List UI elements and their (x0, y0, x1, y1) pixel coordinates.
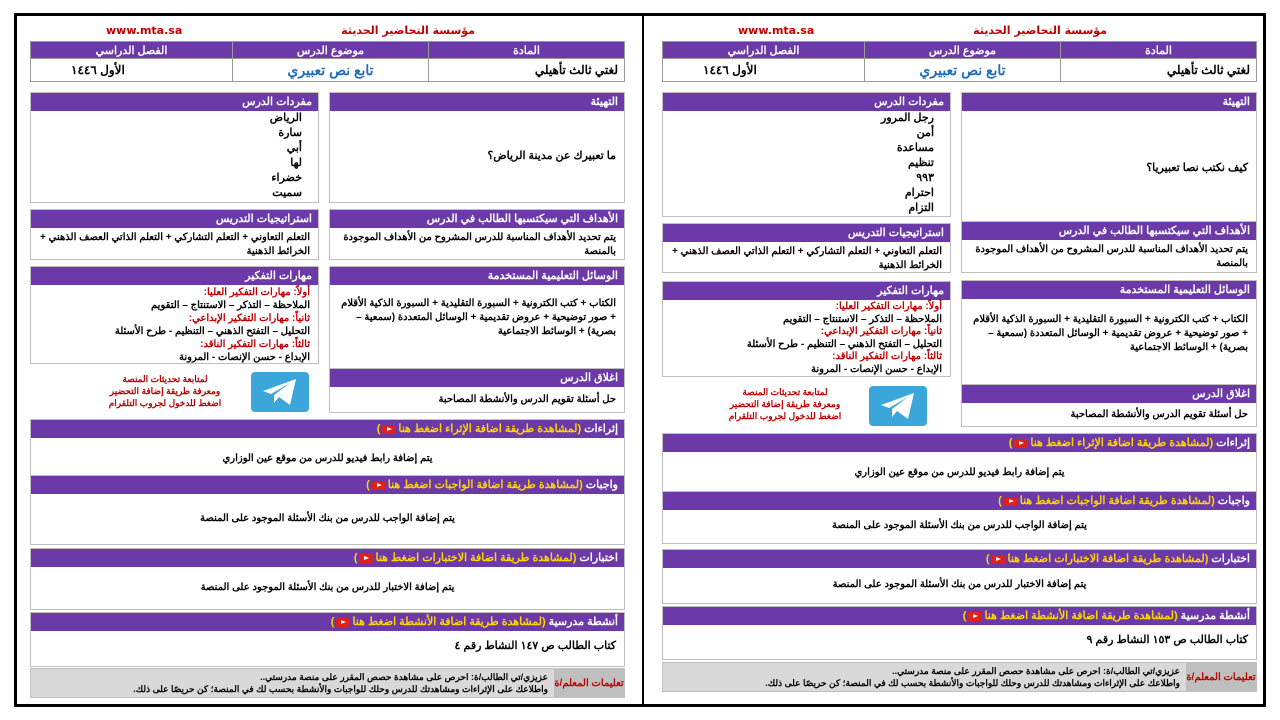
tests-section (30, 548, 625, 610)
objectives-section (961, 221, 1257, 273)
enrichment-header[interactable] (663, 434, 1256, 452)
telegram-note-line: لمتابعة تحديثات المنصة (742, 387, 828, 397)
youtube-icon[interactable] (359, 554, 373, 563)
semester-value: الأول ١٤٤٦ (31, 59, 233, 82)
closing-section (329, 368, 625, 413)
youtube-icon[interactable] (1004, 497, 1018, 506)
homework-title: واجبات (1217, 495, 1250, 507)
vocab-header: مفردات الدرس (663, 93, 950, 111)
youtube-icon[interactable] (382, 425, 396, 434)
teacher-instructions-line: عزيزي/تي الطالب/ة: احرص على مشاهدة حصص المقرر على منصة مدرستي.. (892, 666, 1180, 676)
subject-label: المادة (1060, 42, 1256, 59)
objectives-section (329, 209, 625, 260)
closing-header: اغلاق الدرس (330, 369, 624, 387)
thinking-text-1: الملاحظة – التذكر – الاستنتاج – التقويم (783, 313, 942, 325)
page-divider (642, 16, 644, 704)
semester-value: الأول ١٤٤٦ (663, 59, 865, 82)
teacher-instructions-text (35, 671, 548, 695)
vocab-section (30, 92, 319, 203)
tests-link[interactable]: (لمشاهدة طريقة اضافة الاختبارات اضغط هنا (1007, 553, 1209, 565)
warmup-text: كيف نكتب نصا تعبيريا؟ (1146, 162, 1248, 174)
activities-text: كتاب الطالب ص ١٤٧ النشاط رقم ٤ (454, 640, 616, 652)
teacher-instructions-line: عزيزي/تي الطالب/ة: احرص على مشاهدة حصص المقرر على منصة مدرستي.. (260, 672, 548, 682)
vocab-item: سارة (278, 127, 302, 139)
enrichment-section (662, 433, 1257, 496)
vocab-item: التزام (908, 202, 934, 214)
telegram-note-line: اضغط للدخول لجروب التلقرام (728, 411, 842, 421)
activities-title: أنشطة مدرسية (548, 616, 618, 628)
thinking-text-2: التحليل – التفتح الذهني – التنظيم - طرح الأسئلة (746, 338, 942, 350)
thinking-title-3: ثالثاً: مهارات التفكير الناقد: (200, 339, 310, 350)
teacher-instructions-line: واطلاعك على الإثراءات ومشاهدتك للدرس وحلك للواجبات والأنشطة بحسب لك في المنصة؛ كن حريصًا على ذلك. (765, 678, 1180, 688)
objectives-text: يتم تحديد الأهداف المناسبة للدرس المشروح من الأهداف الموجودة بالمنصة (975, 244, 1248, 269)
aids-section (961, 280, 1257, 387)
telegram-note-line: ومعرفة طريقة إضافة التحضير (729, 399, 841, 409)
subject-label: المادة (428, 42, 624, 59)
activities-section (30, 612, 625, 667)
topic-label: موضوع الدرس (232, 42, 428, 59)
paren: ) (376, 423, 381, 435)
vocab-item: ٩٩٣ (916, 172, 934, 184)
telegram-icon[interactable] (869, 386, 927, 426)
warmup-header: التهيئة (962, 93, 1256, 111)
aids-header: الوسائل التعليمية المستخدمة (962, 281, 1256, 299)
vocab-item: الرياض (269, 112, 302, 124)
homework-header[interactable] (31, 476, 624, 494)
objectives-header: الأهداف التي سيكتسبها الطالب في الدرس (330, 210, 624, 228)
closing-text: حل أسئلة تقويم الدرس والأنشطة المصاحبة (1070, 409, 1248, 420)
telegram-note-line: لمتابعة تحديثات المنصة (122, 374, 208, 384)
activities-text: كتاب الطالب ص ١٥٣ النشاط رقم ٩ (1086, 634, 1248, 646)
semester-label: الفصل الدراسي (31, 42, 233, 59)
tests-title: اختبارات (1211, 553, 1250, 565)
vocab-section (662, 92, 951, 217)
youtube-icon[interactable] (372, 481, 386, 490)
vocab-item: أمن (916, 127, 934, 139)
tests-title: اختبارات (579, 552, 618, 564)
homework-text: يتم إضافة الواجب للدرس من بنك الأسئلة الموجود على المنصة (832, 520, 1087, 531)
warmup-text: ما تعبيرك عن مدينة الرياض؟ (487, 150, 616, 162)
thinking-header: مهارات التفكير (663, 282, 950, 300)
activities-header[interactable] (31, 613, 624, 631)
teacher-instructions (30, 668, 625, 698)
teacher-instructions (662, 662, 1257, 692)
closing-text: حل أسئلة تقويم الدرس والأنشطة المصاحبة (438, 394, 616, 405)
homework-section (662, 491, 1257, 544)
vocab-list (31, 111, 318, 201)
homework-section (30, 475, 625, 545)
thinking-title-2: ثانياً: مهارات التفكير الإبداعي: (820, 326, 942, 337)
vocab-item: خضراء (271, 172, 302, 184)
paren: ) (962, 610, 967, 622)
teacher-instructions-label: تعليمات المعلم/ة (554, 669, 624, 697)
paren: ) (998, 495, 1002, 507)
activities-title: أنشطة مدرسية (1180, 610, 1250, 622)
tests-link[interactable]: (لمشاهدة طريقة اضافة الاختبارات اضغط هنا (375, 552, 577, 564)
enrichment-link[interactable]: (لمشاهدة طريقة اضافة الإثراء اضغط هنا (1030, 437, 1214, 449)
lesson-page-left (30, 16, 625, 704)
vocab-item: سميت (272, 187, 302, 199)
topic-value: تابع نص تعبيري (232, 59, 428, 82)
homework-title: واجبات (585, 479, 618, 491)
document-frame (14, 13, 1266, 707)
warmup-header: التهيئة (330, 93, 624, 111)
thinking-header: مهارات التفكير (31, 267, 318, 285)
homework-link[interactable]: (لمشاهدة طريقة اضافة الواجبات اضغط هنا (387, 479, 583, 491)
site-link[interactable]: www.mta.sa (738, 24, 815, 37)
enrichment-link[interactable]: (لمشاهدة طريقة اضافة الإثراء اضغط هنا (398, 423, 582, 435)
paren: ) (366, 479, 370, 491)
site-link[interactable]: www.mta.sa (106, 24, 183, 37)
telegram-note-line: اضغط للدخول لجروب التلقرام (108, 398, 222, 408)
thinking-list (31, 285, 318, 367)
telegram-note[interactable] (710, 386, 860, 422)
enrichment-text: يتم إضافة رابط فيديو للدرس من موقع عين الوزاري (854, 467, 1065, 478)
semester-label: الفصل الدراسي (663, 42, 865, 59)
thinking-text-1: الملاحظة – التذكر – الاستنتاج – التقويم (151, 300, 310, 311)
strategies-section (662, 223, 951, 273)
tests-header[interactable] (663, 550, 1256, 568)
youtube-icon[interactable] (1014, 439, 1028, 448)
thinking-title-1: أولاً: مهارات التفكير العليا: (203, 287, 310, 298)
youtube-icon[interactable] (991, 555, 1005, 564)
aids-header: الوسائل التعليمية المستخدمة (330, 267, 624, 285)
objectives-header: الأهداف التي سيكتسبها الطالب في الدرس (962, 222, 1256, 240)
lesson-page-right (662, 16, 1257, 704)
homework-text: يتم إضافة الواجب للدرس من بنك الأسئلة الموجود على المنصة (200, 512, 455, 524)
thinking-text-2: التحليل – التفتح الذهني – التنظيم - طرح الأسئلة (114, 326, 310, 337)
strategies-header: استراتيجيات التدريس (31, 210, 318, 228)
homework-link[interactable]: (لمشاهدة طريقة اضافة الواجبات اضغط هنا (1019, 495, 1215, 507)
subject-value: لغتي ثالث تأهيلي (428, 59, 624, 82)
youtube-icon[interactable] (968, 612, 982, 621)
warmup-section (961, 92, 1257, 227)
lesson-info-table (662, 41, 1257, 82)
vocab-item: رجل المرور (881, 112, 934, 124)
activities-link[interactable]: (لمشاهدة طريقة اضافة الأنشطة اضغط هنا (984, 610, 1178, 622)
vocab-item: تنظيم (907, 157, 934, 169)
paren: ) (353, 552, 358, 564)
tests-header[interactable] (31, 549, 624, 567)
teacher-instructions-text (667, 665, 1180, 689)
vocab-item: أبي (286, 142, 302, 154)
teacher-instructions-line: واطلاعك على الإثراءات ومشاهدتك للدرس وحلك للواجبات والأنشطة بحسب لك في المنصة؛ كن حريصًا على ذلك. (133, 684, 548, 694)
topic-label: موضوع الدرس (864, 42, 1060, 59)
enrichment-header[interactable] (31, 420, 624, 438)
telegram-note[interactable] (90, 373, 240, 409)
objectives-text: يتم تحديد الأهداف المناسبة للدرس المشروح من الأهداف الموجودة بالمنصة (343, 232, 616, 257)
aids-text: الكتاب + كتب الكترونية + السبورة التقليدية + السبورة الذكية الأقلام + صور توضيحية + عروض تقديمية + الوسائل المتعددة (سمعية – بصرية) + الوسائط الاجتماعية (341, 298, 616, 337)
closing-section (961, 384, 1257, 427)
thinking-list (663, 300, 950, 379)
strategies-section (30, 209, 319, 260)
tests-text: يتم إضافة الاختبار للدرس من بنك الأسئلة الموجود على المنصة (200, 581, 455, 593)
aids-text: الكتاب + كتب الكترونية + السبورة التقليدية + السبورة الذكية الأقلام + صور توضيحية + عروض تقديمية + الوسائل المتعددة (سمعية – بصرية) + الوسائط الاجتماعية (973, 314, 1248, 353)
telegram-note-line: ومعرفة طريقة إضافة التحضير (109, 386, 221, 396)
aids-section (329, 266, 625, 374)
brand-name: مؤسسة التحاضير الحديثة (973, 24, 1107, 37)
teacher-instructions-label: تعليمات المعلم/ة (1186, 663, 1256, 691)
strategies-header: استراتيجيات التدريس (663, 224, 950, 242)
vocab-list (663, 111, 950, 216)
strategies-text: التعلم التعاوني + التعلم التشاركي + التعلم الذاتي العصف الذهني + الخرائط الذهنية (672, 246, 942, 271)
paren: ) (1008, 437, 1013, 449)
vocab-header: مفردات الدرس (31, 93, 318, 111)
brand-name: مؤسسة التحاضير الحديثة (341, 24, 475, 37)
activities-link[interactable]: (لمشاهدة طريقة اضافة الأنشطة اضغط هنا (352, 616, 546, 628)
enrichment-title: إثراءات (584, 423, 618, 435)
strategies-text: التعلم التعاوني + التعلم التشاركي + التعلم الذاتي العصف الذهني + الخرائط الذهنية (40, 232, 310, 257)
homework-header[interactable] (663, 492, 1256, 510)
activities-section (662, 606, 1257, 660)
vocab-item: لها (290, 157, 302, 169)
topic-value: تابع نص تعبيري (864, 59, 1060, 82)
subject-value: لغتي ثالث تأهيلي (1060, 59, 1256, 82)
enrichment-text: يتم إضافة رابط فيديو للدرس من موقع عين الوزاري (222, 453, 433, 464)
thinking-title-3: ثالثاً: مهارات التفكير الناقد: (832, 351, 942, 362)
vocab-item: احترام (904, 187, 934, 199)
enrichment-section (30, 419, 625, 482)
thinking-section (662, 281, 951, 377)
paren: ) (985, 553, 990, 565)
thinking-text-3: الإبداع - حسن الإنصات - المرونة (810, 363, 942, 375)
thinking-title-2: ثانياً: مهارات التفكير الإبداعي: (188, 313, 310, 324)
thinking-text-3: الإبداع - حسن الإنصات - المرونة (178, 352, 310, 363)
thinking-title-1: أولاً: مهارات التفكير العليا: (835, 301, 942, 312)
tests-section (662, 549, 1257, 604)
vocab-item: مساعدة (896, 142, 934, 154)
paren: ) (330, 616, 335, 628)
youtube-icon[interactable] (336, 618, 350, 627)
warmup-section (329, 92, 625, 203)
lesson-info-table (30, 41, 625, 82)
tests-text: يتم إضافة الاختبار للدرس من بنك الأسئلة الموجود على المنصة (832, 579, 1087, 590)
thinking-section (30, 266, 319, 364)
telegram-icon[interactable] (251, 372, 309, 412)
enrichment-title: إثراءات (1216, 437, 1250, 449)
closing-header: اغلاق الدرس (962, 385, 1256, 403)
activities-header[interactable] (663, 607, 1256, 625)
